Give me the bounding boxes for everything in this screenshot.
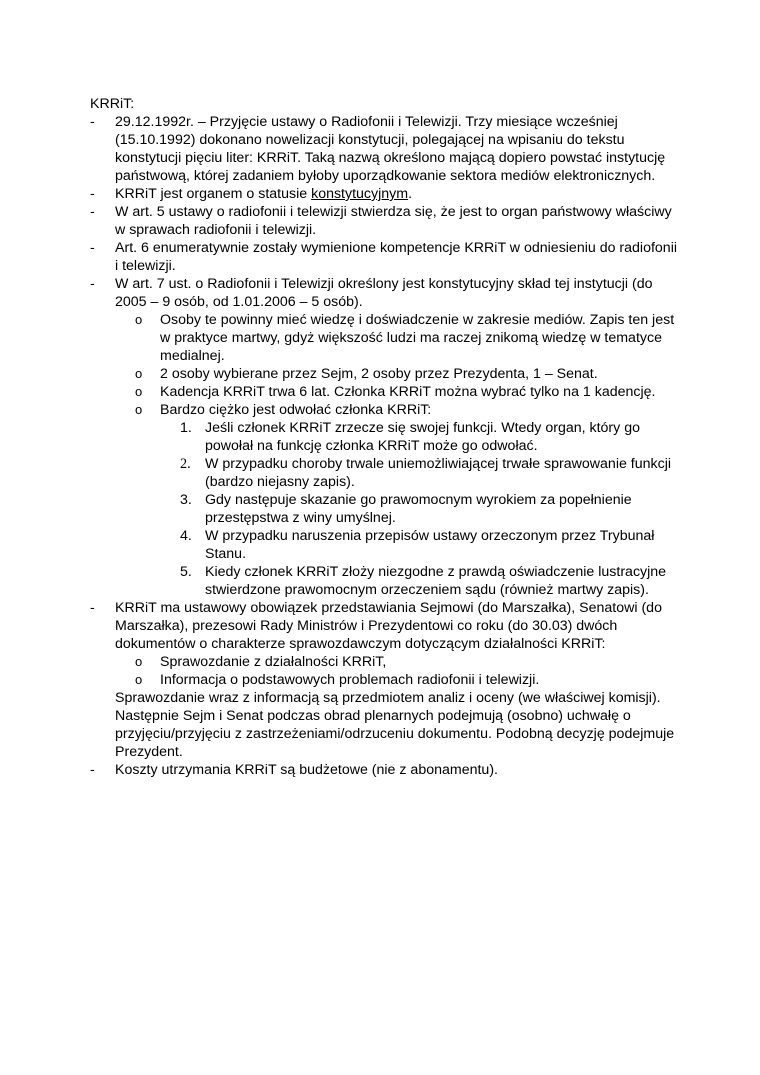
continuation-paragraph: Sprawozdanie wraz z informacją są przedmiotem analiz i oceny (we właściwej komisji). Następnie Sejm i Senat podczas obrad plenarnych podejmują (osobno) uchwałę o przyjęciu/przyjęciu z zastrzeżeniami/odrzuceniu dokumentu. Podobną decyzję podejmuje Prezydent.	[115, 690, 675, 760]
document-page	[90, 95, 680, 779]
list-item-text: KRRiT jest organem o statusie	[115, 186, 312, 202]
list-item-art-5	[90, 203, 680, 239]
circle-marker: o	[135, 654, 143, 669]
number-marker: 2.	[180, 456, 191, 472]
dash-marker: -	[90, 114, 95, 130]
sublist-item-text: Bardzo ciężko jest odwołać członka KRRiT:	[160, 402, 432, 418]
number-marker: 1.	[180, 420, 192, 436]
list-item-reporting-duty	[90, 599, 680, 761]
sublist-item	[135, 311, 680, 365]
number-marker: 5.	[180, 564, 192, 580]
sublist-item	[135, 383, 680, 401]
list-item-text: KRRiT ma ustawowy obowiązek przedstawiania Sejmowi (do Marszałka), Senatowi (do Marszałka), prezesowi Rady Ministrów i Prezydentowi co roku (do 30.03) dwóch dokumentów o charakterze sprawozdawczym dotyczącym działalności KRRiT:	[115, 600, 662, 652]
dash-marker: -	[90, 276, 95, 292]
sublist-item-text: 2 osoby wybierane przez Sejm, 2 osoby przez Prezydenta, 1 – Senat.	[160, 366, 598, 382]
circle-marker: o	[135, 384, 143, 399]
dash-marker: -	[90, 240, 95, 256]
underlined-term: konstytucyjnym	[311, 186, 409, 202]
sublist-item	[135, 401, 680, 599]
sublist-item-text: Sprawozdanie z działalności KRRiT,	[160, 654, 387, 670]
dash-marker: -	[90, 186, 95, 202]
sublist-item	[135, 671, 680, 689]
list-item-text: W art. 5 ustawy o radiofonii i telewizji stwierdza się, że jest to organ państwowy właściwy w sprawach radiofonii i telewizji.	[115, 204, 672, 238]
numbered-item	[180, 527, 680, 563]
list-item-text: 29.12.1992r. – Przyjęcie ustawy o Radiofonii i Telewizji. Trzy miesiące wcześniej (15.10.1992) dokonano nowelizacji konstytucji, polegającej na wpisaniu do tekstu konstytucji pięciu liter: KRRiT. Taką nazwą określono mającą dopiero powstać instytucję państwową, której zadaniem byłoby uporządkowanie sektora mediów elektronicznych.	[115, 114, 666, 184]
list-item-art-6	[90, 239, 680, 275]
sublist-item-text: Osoby te powinny mieć wiedzę i doświadczenie w zakresie mediów. Zapis ten jest w praktyce martwy, gdyż większość ludzi ma raczej znikomą wiedzę w tematyce medialnej.	[160, 312, 675, 364]
list-item-text-end: .	[408, 186, 413, 202]
document-title	[90, 95, 680, 113]
title-text: KRRiT	[90, 96, 131, 112]
dash-marker: -	[90, 600, 95, 616]
composition-sublist	[115, 311, 680, 599]
sublist-item	[135, 653, 680, 671]
list-item-text: Koszty utrzymania KRRiT są budżetowe (nie z abonamentu).	[115, 762, 498, 778]
title-colon: :	[130, 96, 135, 112]
numbered-item-text: Kiedy członek KRRiT złoży niezgodne z prawdą oświadczenie lustracyjne stwierdzone prawomocnym orzeczeniem sądu (również martwy zapis).	[205, 564, 667, 598]
circle-marker: o	[135, 672, 143, 687]
numbered-item-text: W przypadku choroby trwale uniemożliwiającej trwałe sprawowanie funkcji (bardzo niejasny zapis).	[205, 456, 672, 490]
list-item-costs	[90, 761, 680, 779]
dash-marker: -	[90, 762, 95, 778]
dash-marker: -	[90, 204, 95, 220]
circle-marker: o	[135, 402, 143, 417]
numbered-item-text: Gdy następuje skazanie go prawomocnym wyrokiem za popełnienie przestępstwa z winy umyślnej.	[205, 492, 632, 526]
numbered-item-text: W przypadku naruszenia przepisów ustawy orzeczonym przez Trybunał Stanu.	[205, 528, 655, 562]
circle-marker: o	[135, 366, 143, 381]
documents-sublist	[115, 653, 680, 689]
numbered-item	[180, 455, 680, 491]
sublist-item-text: Kadencja KRRiT trwa 6 lat. Członka KRRiT można wybrać tylko na 1 kadencję.	[160, 384, 656, 400]
numbered-item	[180, 491, 680, 527]
recall-numbered-list	[160, 419, 680, 599]
sublist-item-text: Informacja o podstawowych problemach radiofonii i telewizji.	[160, 672, 540, 688]
numbered-item	[180, 563, 680, 599]
numbered-item	[180, 419, 680, 455]
numbered-item-text: Jeśli członek KRRiT zrzecze się swojej funkcji. Wtedy organ, który go powołał na funkcję członka KRRiT może go odwołać.	[205, 420, 640, 454]
number-marker: 3.	[180, 492, 192, 508]
sublist-item	[135, 365, 680, 383]
list-item-text: Art. 6 enumeratywnie zostały wymienione kompetencje KRRiT w odniesieniu do radiofonii i telewizji.	[115, 240, 677, 274]
list-item-art-7	[90, 275, 680, 599]
list-item-constitutional-status	[90, 185, 680, 203]
main-list	[90, 113, 680, 779]
list-item-text: W art. 7 ust. o Radiofonii i Telewizji określony jest konstytucyjny skład tej instytucji (do 2005 – 9 osób, od 1.01.2006 – 5 osób).	[115, 276, 653, 310]
number-marker: 4.	[180, 528, 192, 544]
list-item-law-adoption	[90, 113, 680, 185]
circle-marker: o	[135, 312, 143, 327]
